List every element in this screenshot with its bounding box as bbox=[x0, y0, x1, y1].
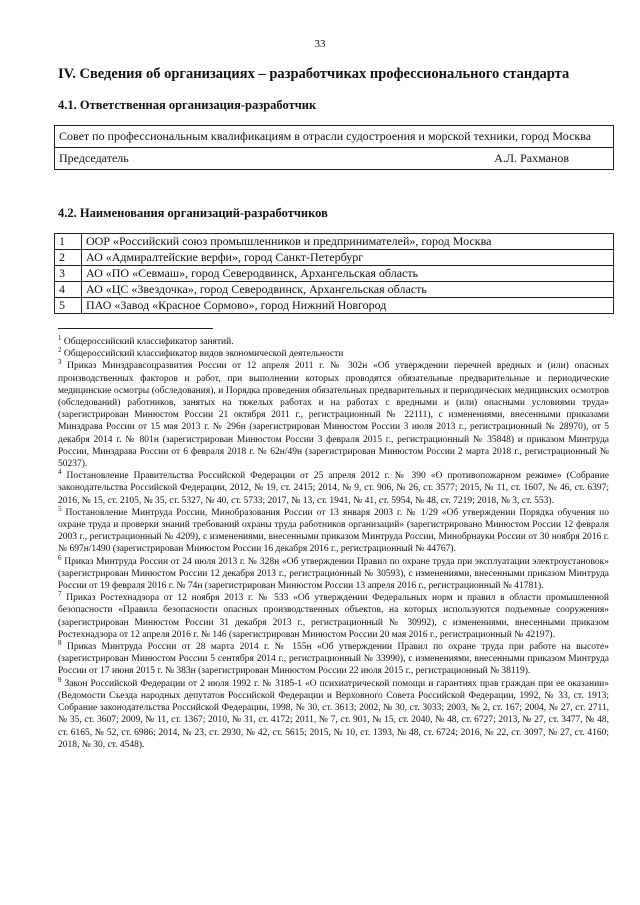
footnote bbox=[58, 470, 609, 507]
table-row bbox=[55, 250, 614, 266]
table-row bbox=[55, 298, 614, 314]
footnote-text: Приказ Минтруда России от 24 июля 2013 г. № 328н «Об утверждении Правил по охране труда при эксплуатации электроустановок» (зарегистрирован Минюстом России 12 декабря 2013 г., регистрационный № 30593), с изменениями, внесенными приказом Минтруда России от 19 февраля 2016 г. № 74н (зарегистрирован Минюстом России 13 апреля 2016 г., регистрационный № 41781). bbox=[58, 556, 609, 592]
footnote-text: Закон Российской Федерации от 2 июля 1992 г. № 3185-1 «О психиатрической помощи и гарантиях прав граждан при ее оказании» (Ведомости Съезда народных депутатов Российской Федерации и Верховного Совета Российской Федерации, 1992, № 33, ст. 1913; Собрание законодательства Российской Федерации, 1998, № 30, ст. 3613; 2002, № 30, ст. 3033; 2003, № 2, ст. 167; 2004, № 27, ст. 2711, № 35, ст. 3607; 2009, № 11, ст. 1367; 2010, № 31, ст. 4172; 2011, № 7, ст. 901, № 15, ст. 2040, № 48, ст. 6727; 2013, № 27, ст. 3477, № 48, ст. 6165, № 52, ст. 6986; 2014, № 23, ст. 2930, № 42, ст. 5615; 2015, № 10, ст. 1393, № 48, ст. 6724; 2016, № 22, ст. 3097, № 27, ст. 4160; 2018, № 30, ст. 4548). bbox=[58, 678, 609, 750]
footnote-text: Приказ Ростехнадзора от 12 ноября 2013 г. № 533 «Об утверждении Федеральных норм и правил в области промышленной безопасности «Правила безопасности опасных производственных объектов, на которых используются подъемные сооружения» (зарегистрирован Минюстом России 31 декабря 2013 г., регистрационный № 30992), с изменениями, внесенными приказом Ростехнадзора от 12 апреля 2016 г. № 146 (зарегистрирован Минюстом России 20 мая 2016 г., регистрационный № 42197). bbox=[58, 593, 609, 640]
responsible-org-heading: 4.1. Ответственная организация-разработчик bbox=[58, 98, 317, 112]
footnote-marker: 1 bbox=[58, 333, 62, 342]
footnote bbox=[58, 333, 609, 348]
table-row bbox=[55, 282, 614, 298]
footnote-marker: 4 bbox=[58, 468, 62, 477]
footnote bbox=[58, 592, 609, 641]
responsible-signatory-row bbox=[55, 148, 614, 170]
row-number: 2 bbox=[55, 250, 82, 266]
footnote-separator bbox=[58, 328, 213, 329]
org-name: АО «ЦС «Звездочка», город Северодвинск, Архангельская область bbox=[82, 282, 614, 298]
footnote-text: Постановление Минтруда России, Минобразования России от 13 января 2003 г. № 1/29 «Об утверждении Порядка обучения по охране труда и проверки знаний требований охраны труда работников организаций» (зарегистрировано Минюстом России 12 февраля 2003 г., регистрационный № 4209), с изменениями, внесенными приказом Минтруда России, Минобрнауки России от 30 ноября 2016 г. № 697н/1490 (зарегистрирован Минюстом России 16 декабря 2016 г., регистрационный № 44767). bbox=[58, 507, 609, 555]
footnote-text: Приказ Минздравсоцразвития России от 12 апреля 2011 г. № 302н «Об утверждении перечней вредных и (или) опасных производственных факторов и работ, при выполнении которых проводятся обязательные предварительные и периодические медицинские осмотры (обследования), и Порядка проведения обязательных предварительных и периодических медицинских осмотров (обследований) работников, занятых на тяжелых работах и на работах с вредными и (или) опасными условиями труда» (зарегистрирован Минюстом России 21 октября 2011 г., регистрационный № 22111), с изменениями, внесенными приказами Минздрава России от 15 мая 2013 г. № 296н (зарегистрирован Минюстом России 3 июля 2013 г., регистрационный № 28970), от 5 декабря 2014 г. № 801н (зарегистрирован Минюстом России 3 февраля 2015 г., регистрационный № 35848) и приказом Минтруда России, Минздрава России от 6 февраля 2018 г. № 62н/49н (зарегистрирован Минюстом России 2 марта 2018 г., регистрационный № 50237). bbox=[58, 361, 609, 470]
row-number: 4 bbox=[55, 282, 82, 298]
org-name: ПАО «Завод «Красное Сормово», город Нижний Новгород bbox=[82, 298, 614, 314]
footnote bbox=[58, 553, 609, 593]
footnote bbox=[58, 348, 609, 360]
footnote-marker: 5 bbox=[58, 504, 62, 513]
footnotes bbox=[58, 333, 610, 751]
footnote-marker: 7 bbox=[58, 590, 62, 599]
table-row bbox=[55, 266, 614, 282]
footnote-marker: 2 bbox=[58, 346, 62, 355]
signatory-position: Председатель bbox=[59, 151, 129, 165]
org-name: АО «ПО «Севмаш», город Северодвинск, Архангельская область bbox=[82, 266, 614, 282]
footnote bbox=[58, 638, 610, 678]
signatory-line bbox=[59, 151, 609, 166]
section-title: IV. Сведения об организациях – разработчиках профессионального стандарта bbox=[58, 66, 570, 82]
footnote bbox=[58, 675, 609, 751]
footnote bbox=[58, 504, 609, 556]
page-number: 33 bbox=[314, 38, 326, 50]
org-name: ООР «Российский союз промышленников и предпринимателей», город Москва bbox=[82, 234, 614, 250]
footnote-marker: 8 bbox=[58, 638, 62, 647]
developer-orgs-heading: 4.2. Наименования организаций-разработчиков bbox=[58, 206, 328, 220]
table-row bbox=[55, 234, 614, 250]
row-number: 3 bbox=[55, 266, 82, 282]
footnote-marker: 3 bbox=[58, 358, 62, 367]
footnote-text: Постановление Правительства Российской Федерации от 25 апреля 2012 г. № 390 «О противопожарном режиме» (Собрание законодательства Российской Федерации, 2012, № 19, ст. 2415; 2014, № 9, ст. 906, № 26, ст. 3577; 2015, № 11, ст. 1607, № 46, ст. 6397; 2016, № 15, ст. 2105, № 35, ст. 5327, № 40, ст. 5733; 2017, № 13, ст. 1941, № 41, ст. 5954, № 48, ст. 7219; 2018, № 3, ст. 553). bbox=[58, 471, 609, 506]
footnote-text: Общероссийский классификатор занятий. bbox=[63, 337, 234, 347]
org-name: АО «Адмиралтейские верфи», город Санкт-Петербург bbox=[82, 250, 614, 266]
row-number: 5 bbox=[55, 298, 82, 314]
row-number: 1 bbox=[55, 234, 82, 250]
responsible-org-row bbox=[55, 126, 614, 148]
footnote-text: Приказ Минтруда России от 28 марта 2014 г. № 155н «Об утверждении Правил по охране труда при работе на высоте» (зарегистрирован Минюстом России 5 сентября 2014 г., регистрационный № 33990), с изменениями, внесенными приказом Минтруда России от 17 июня 2015 г. № 383н (зарегистрирован Минюстом России 22 июля 2015 г., регистрационный № 38119). bbox=[58, 642, 610, 677]
footnote-marker: 6 bbox=[58, 553, 62, 562]
signatory-name: А.Л. Рахманов bbox=[494, 151, 569, 165]
developer-orgs-table bbox=[54, 233, 614, 314]
responsible-org-name: Совет по профессиональным квалификациям в отрасли судостроения и морской техники, город Москва bbox=[55, 126, 614, 148]
footnote-text: Общероссийский классификатор видов экономической деятельности bbox=[63, 349, 344, 360]
responsible-org-table bbox=[54, 125, 614, 170]
footnote-marker: 9 bbox=[58, 675, 62, 684]
footnote bbox=[58, 360, 609, 470]
